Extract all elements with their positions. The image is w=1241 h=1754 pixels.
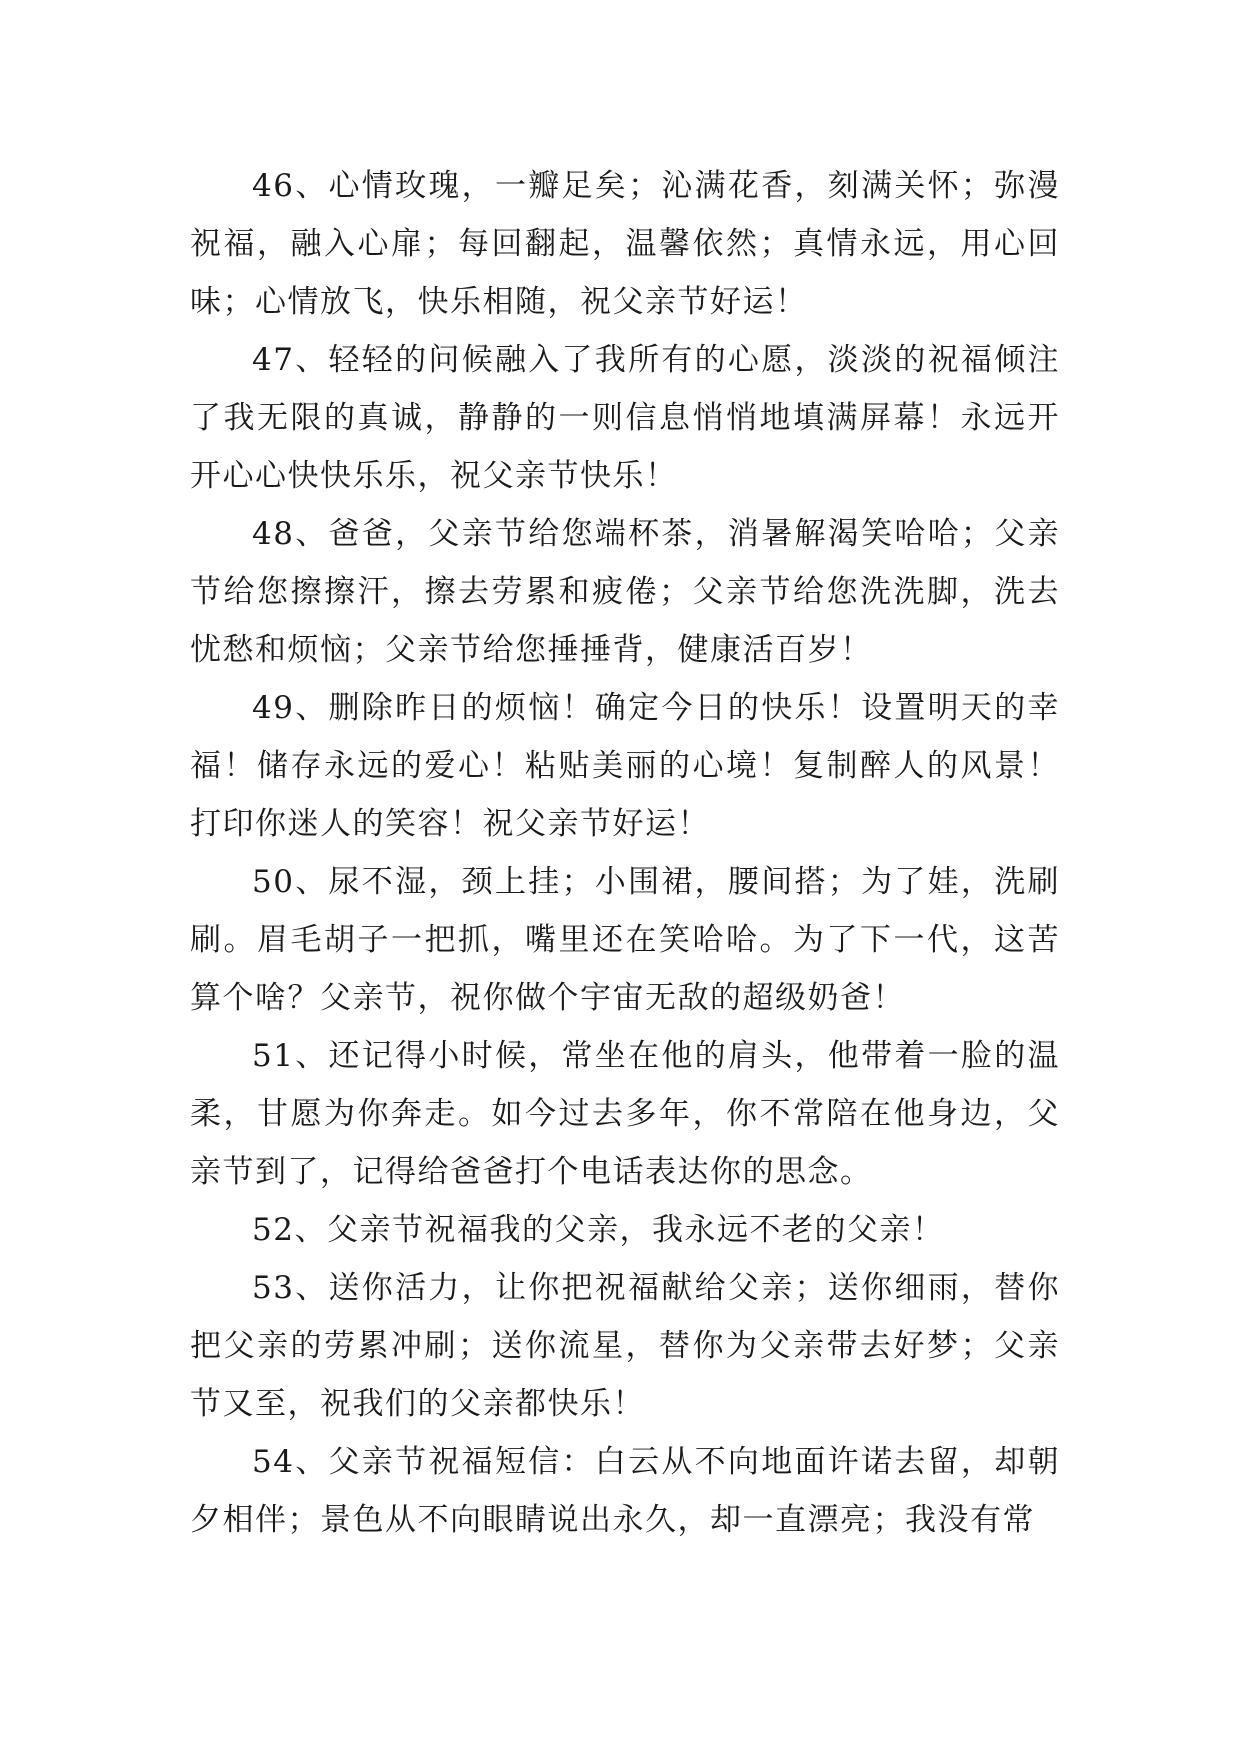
paragraph-51: 51、还记得小时候，常坐在他的肩头，他带着一脸的温柔，甘愿为你奔走。如今过去多年，你不常陪在他身边，父亲节到了，记得给爸爸打个电话表达你的思念。: [190, 1038, 1060, 1190]
paragraph-50: 50、尿不湿，颈上挂；小围裙，腰间搭；为了娃，洗刷刷。眉毛胡子一把抓，嘴里还在笑哈哈。为了下一代，这苦算个啥？父亲节，祝你做个宇宙无敌的超级奶爸！: [190, 864, 1060, 1016]
paragraph-49: 49、删除昨日的烦恼！确定今日的快乐！设置明天的幸福！储存永远的爱心！粘贴美丽的心境！复制醉人的风景！打印你迷人的笑容！祝父亲节好运！: [190, 690, 1060, 842]
document-body: [190, 157, 1060, 1549]
paragraph-52: 52、父亲节祝福我的父亲，我永远不老的父亲！: [252, 1212, 945, 1248]
paragraph-46: 46、心情玫瑰，一瓣足矣；沁满花香，刻满关怀；弥漫祝福，融入心扉；每回翻起，温馨依然；真情永远，用心回味；心情放飞，快乐相随，祝父亲节好运！: [190, 168, 1060, 320]
paragraph-54: 54、父亲节祝福短信：白云从不向地面许诺去留，却朝夕相伴；景色从不向眼睛说出永久，却一直漂亮；我没有常: [190, 1444, 1060, 1538]
paragraph-47: 47、轻轻的问候融入了我所有的心愿，淡淡的祝福倾注了我无限的真诚，静静的一则信息悄悄地填满屏幕！永远开开心心快快乐乐，祝父亲节快乐！: [190, 342, 1060, 494]
paragraph-53: 53、送你活力，让你把祝福献给父亲；送你细雨，替你把父亲的劳累冲刷；送你流星，替你为父亲带去好梦；父亲节又至，祝我们的父亲都快乐！: [190, 1270, 1060, 1422]
paragraph-48: 48、爸爸，父亲节给您端杯茶，消暑解渴笑哈哈；父亲节给您擦擦汗，擦去劳累和疲倦；父亲节给您洗洗脚，洗去忧愁和烦恼；父亲节给您捶捶背，健康活百岁！: [190, 516, 1060, 668]
